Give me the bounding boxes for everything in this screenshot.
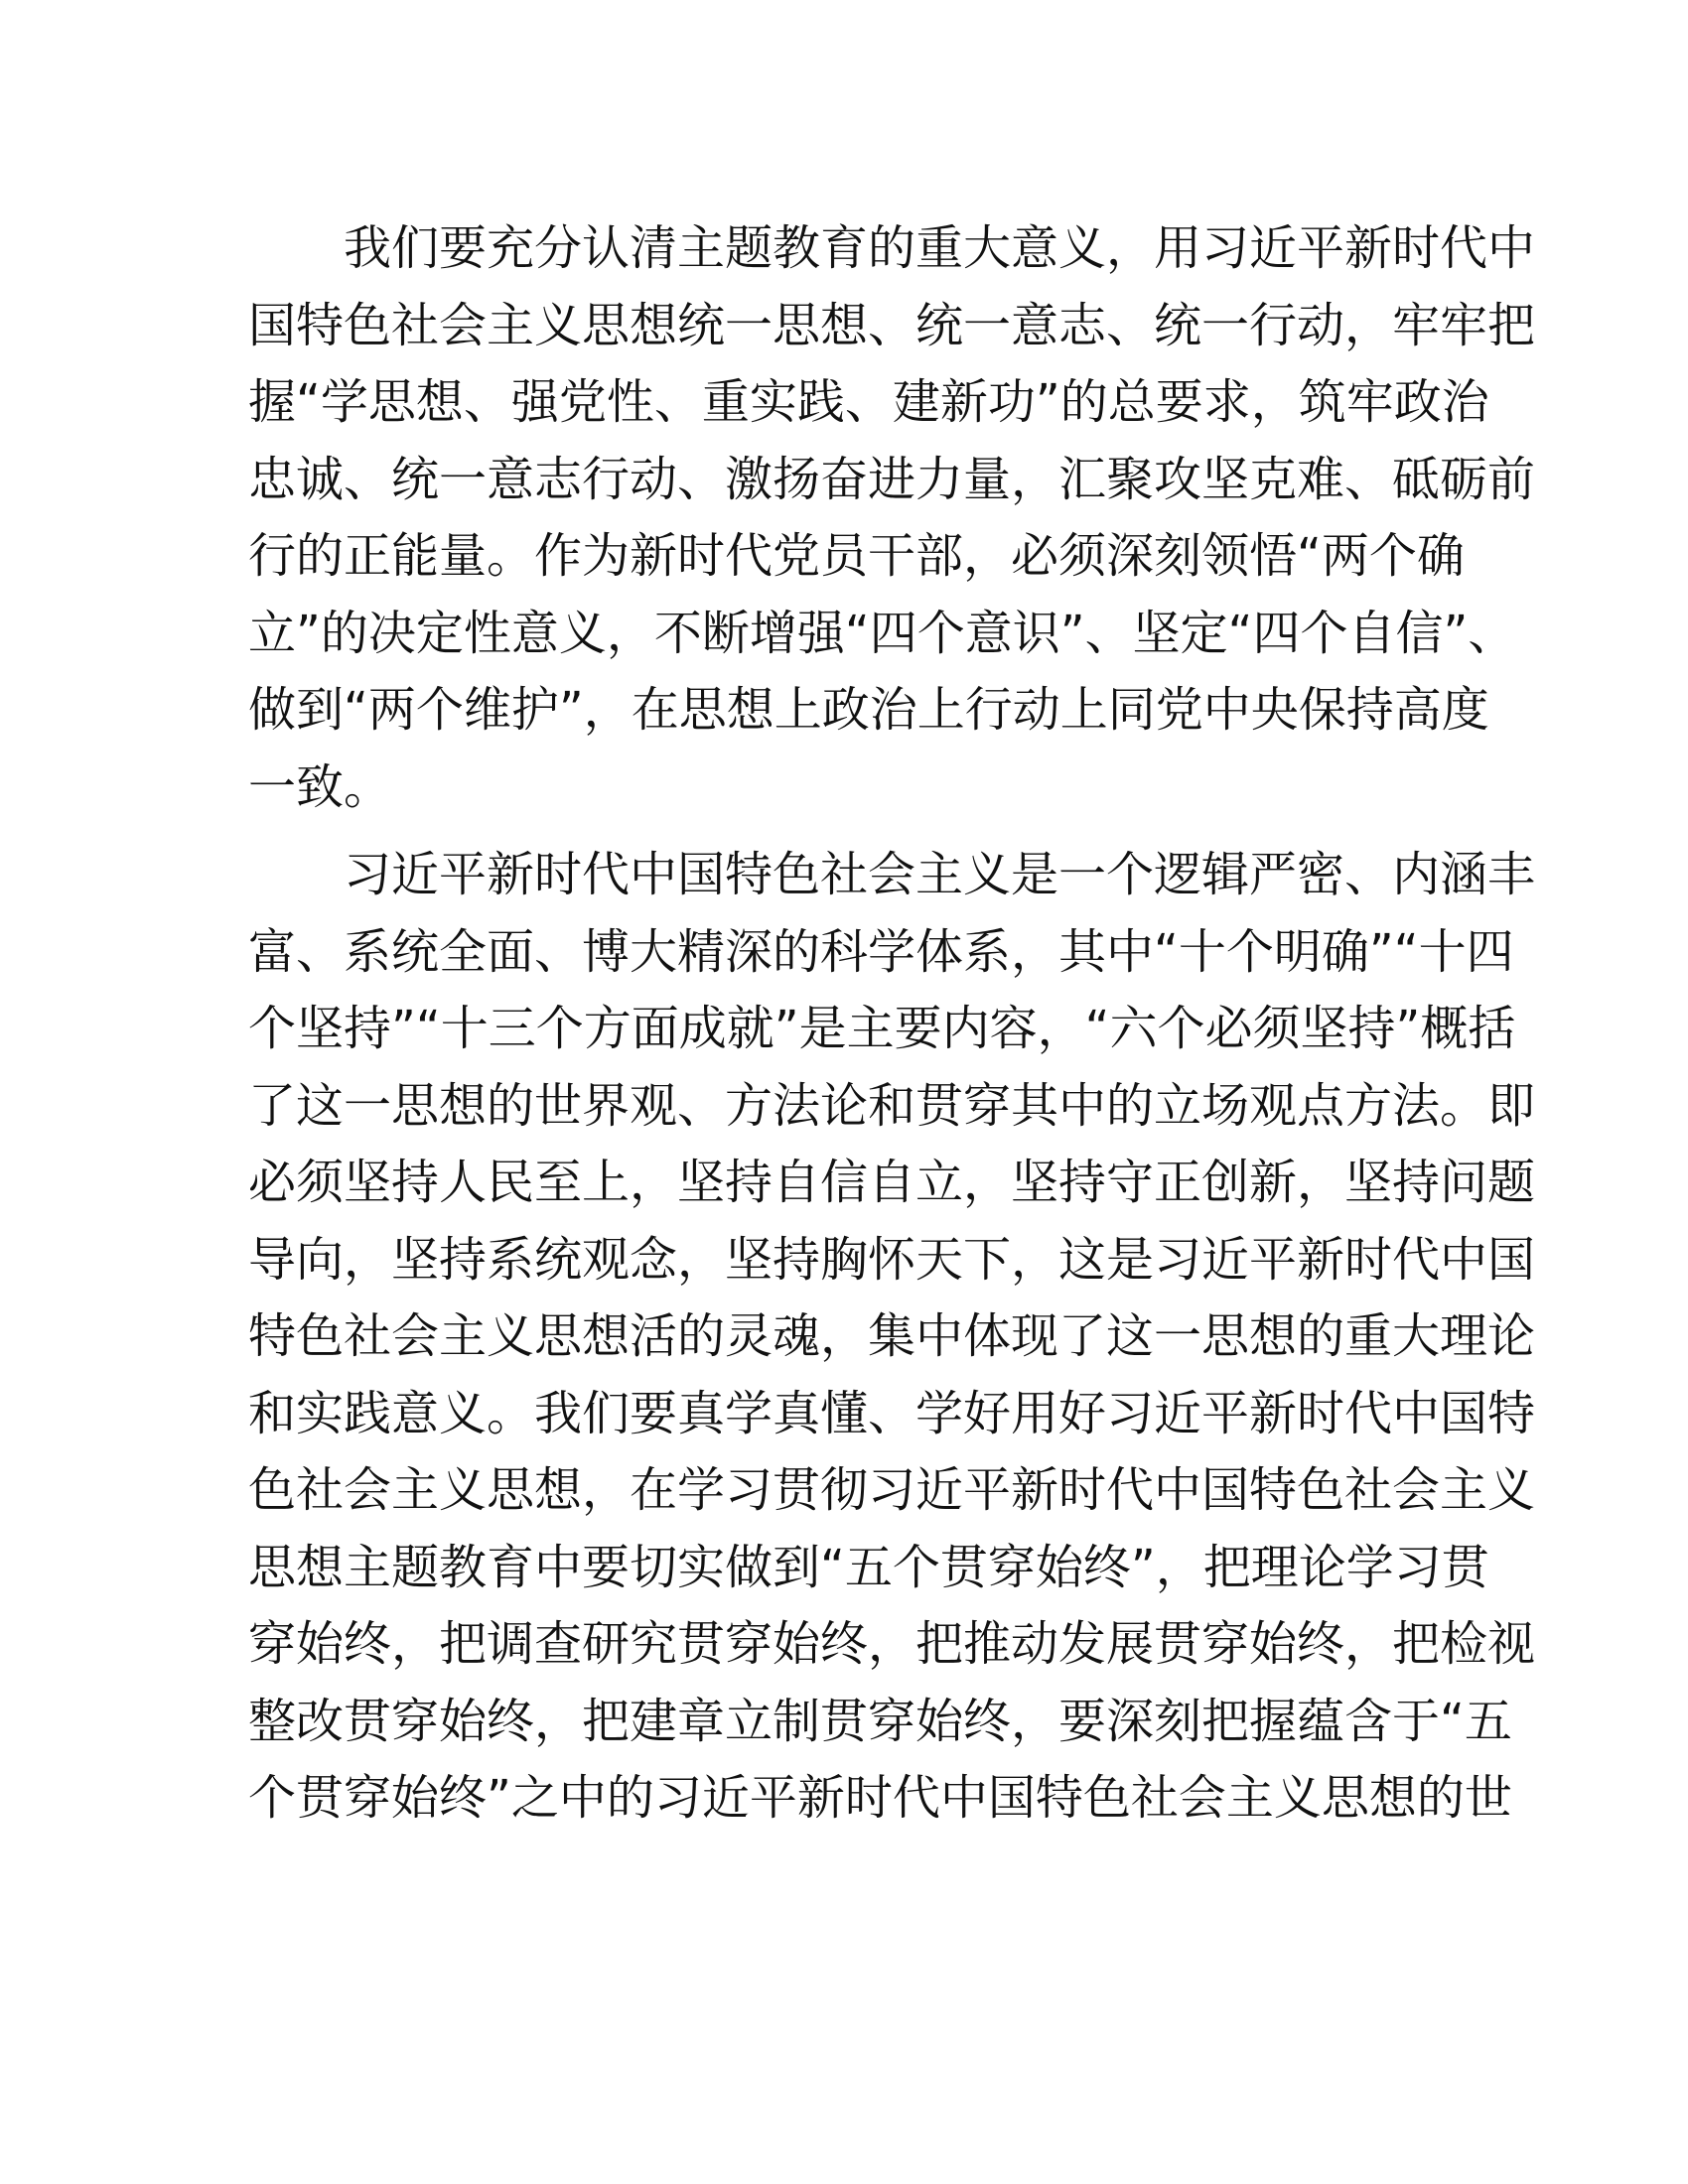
paragraph-1	[248, 210, 1536, 826]
text-line: 了这一思想的世界观、方法论和贯穿其中的立场观点方法。即	[248, 1077, 1536, 1134]
text-line: 色社会主义思想，在学习贯彻习近平新时代中国特色社会主义	[248, 1462, 1536, 1518]
document-body	[248, 210, 1536, 1838]
text-line: 个贯穿始终”之中的习近平新时代中国特色社会主义思想的世	[248, 1770, 1512, 1826]
text-line: 我们要充分认清主题教育的重大意义，用习近平新时代中	[344, 220, 1536, 276]
text-line: 特色社会主义思想活的灵魂，集中体现了这一思想的重大理论	[248, 1308, 1536, 1364]
text-line: 必须坚持人民至上，坚持自信自立，坚持守正创新，坚持问题	[248, 1155, 1536, 1210]
text-line: 国特色社会主义思想统一思想、统一意志、统一行动，牢牢把	[248, 297, 1536, 353]
text-line: 做到“两个维护”，在思想上政治上行动上同党中央保持高度	[248, 682, 1489, 738]
text-line: 握“学思想、强党性、重实践、建新功”的总要求，筑牢政治	[248, 374, 1489, 430]
text-line: 导向，坚持系统观念，坚持胸怀天下，这是习近平新时代中国	[248, 1231, 1536, 1288]
text-line: 富、系统全面、博大精深的科学体系，其中“十个明确”“十四	[248, 923, 1514, 980]
text-line: 个坚持”“十三个方面成就”是主要内容，“六个必须坚持”概括	[248, 1001, 1516, 1056]
text-line: 立”的决定性意义，不断增强“四个意识”、坚定“四个自信”、	[248, 605, 1516, 661]
text-line: 穿始终，把调查研究贯穿始终，把推动发展贯穿始终，把检视	[248, 1616, 1536, 1672]
text-line: 一致。	[248, 758, 392, 815]
text-line: 思想主题教育中要切实做到“五个贯穿始终”，把理论学习贯	[248, 1539, 1489, 1595]
text-line: 习近平新时代中国特色社会主义是一个逻辑严密、内涵丰	[344, 847, 1536, 902]
text-line: 和实践意义。我们要真学真懂、学好用好习近平新时代中国特	[248, 1385, 1536, 1441]
text-line: 行的正能量。作为新时代党员干部，必须深刻领悟“两个确	[248, 528, 1465, 584]
text-line: 整改贯穿始终，把建章立制贯穿始终，要深刻把握蕴含于“五	[248, 1693, 1512, 1749]
text-line: 忠诚、统一意志行动、激扬奋进力量，汇聚攻坚克难、砥砺前	[248, 451, 1536, 507]
paragraph-2	[248, 837, 1536, 1838]
